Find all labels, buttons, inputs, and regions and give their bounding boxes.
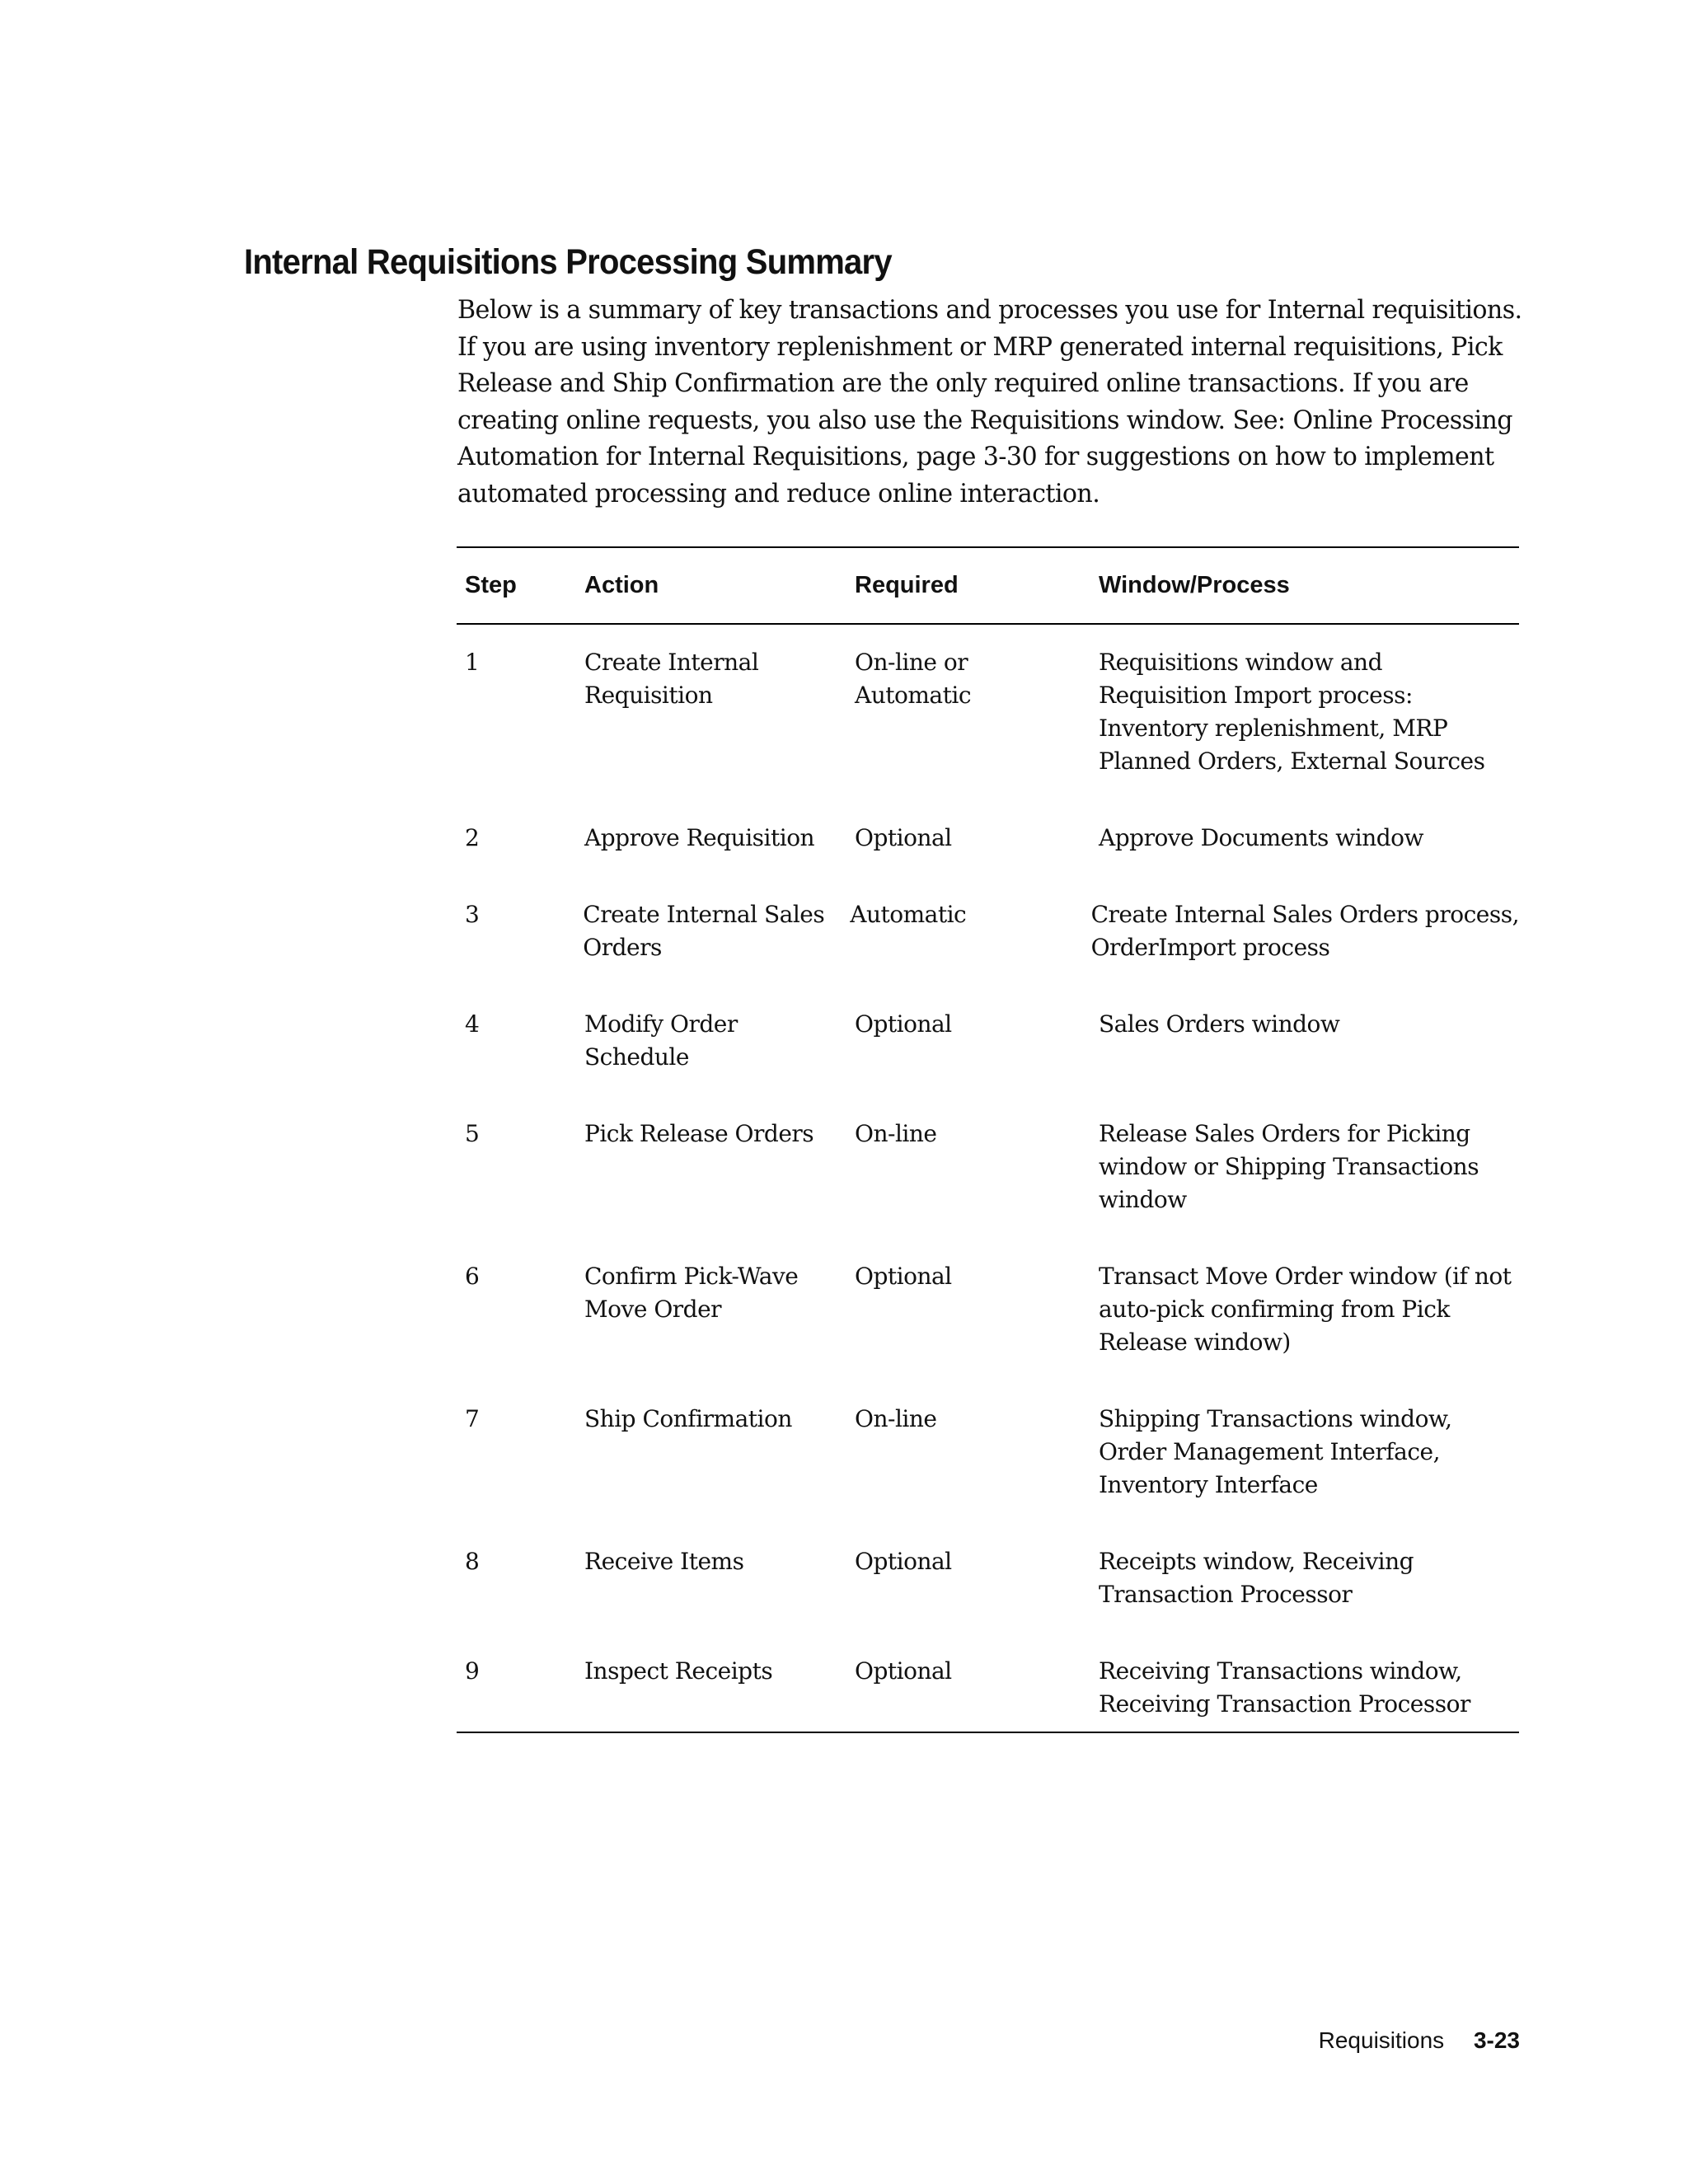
cell-window-process-line: Inventory replenishment, MRP [1099, 715, 1448, 742]
summary-table [457, 546, 1519, 1733]
cell-window-process-line: Receiving Transactions window, [1099, 1657, 1462, 1685]
cell-action-line: Inspect Receipts [584, 1657, 773, 1685]
cell-required-line: Optional [855, 1263, 952, 1290]
cell-action [576, 1008, 846, 1074]
section-heading: Internal Requisitions Processing Summary [244, 242, 892, 282]
cell-window-process-line: Transaction Processor [1099, 1581, 1353, 1608]
cell-step: 8 [465, 1548, 480, 1575]
table-row [457, 1260, 1519, 1359]
cell-required [846, 646, 1090, 712]
cell-window-process-line: window [1099, 1186, 1187, 1213]
cell-required-line: On-line [855, 1120, 937, 1147]
intro-line: Release and Ship Confirmation are the only required online transactions. If you are [457, 368, 1469, 399]
cell-action [576, 646, 846, 712]
cell-required [846, 822, 1090, 855]
cell-window-process-line: Release window) [1099, 1329, 1291, 1356]
cell-window-process-line: Inventory Interface [1099, 1471, 1318, 1498]
cell-action-line: Schedule [584, 1043, 689, 1071]
cell-window-process-line: window or Shipping Transactions [1099, 1153, 1479, 1180]
table-row [457, 898, 1519, 964]
cell-action-line: Create Internal [584, 649, 759, 676]
cell-required-line: On-line or [855, 649, 968, 676]
cell-window-process-line: Shipping Transactions window, [1099, 1405, 1452, 1432]
cell-window-process-line: Receiving Transaction Processor [1099, 1690, 1470, 1718]
table-row [457, 822, 1519, 855]
cell-step: 7 [465, 1405, 480, 1432]
table-row [457, 1545, 1519, 1611]
cell-required [846, 1260, 1090, 1293]
cell-action [576, 1545, 846, 1578]
cell-action-line: Approve Requisition [584, 824, 815, 851]
intro-line: Automation for Internal Requisitions, page 3-30 for suggestions on how to implement [457, 442, 1494, 472]
table-row [457, 1655, 1519, 1721]
cell-required [846, 1545, 1090, 1578]
cell-window-process-line: OrderImport process [1090, 934, 1330, 961]
table-header-row [457, 548, 1519, 625]
cell-window-process-line: Sales Orders window [1099, 1010, 1340, 1038]
intro-line: creating online requests, you also use the Requisitions window. See: Online Processing [457, 405, 1512, 435]
header-window-process: Window/Process [1099, 572, 1290, 598]
cell-window-process [1083, 898, 1519, 964]
cell-required [846, 1403, 1090, 1436]
cell-action [576, 1260, 846, 1326]
cell-action-line: Modify Order [584, 1010, 738, 1038]
cell-window-process [1090, 1008, 1519, 1041]
cell-required-line: Optional [855, 1657, 952, 1685]
cell-action-line: Receive Items [584, 1548, 744, 1575]
cell-window-process [1090, 1403, 1519, 1502]
cell-required-line: Automatic [855, 682, 971, 709]
intro-paragraph [457, 292, 1522, 513]
cell-window-process [1090, 822, 1519, 855]
cell-action [576, 822, 846, 855]
page-footer [1319, 2024, 1520, 2057]
cell-window-process-line: Order Management Interface, [1099, 1438, 1441, 1465]
cell-action-line: Create Internal Sales [583, 901, 825, 928]
cell-window-process-line: Requisition Import process: [1099, 682, 1413, 709]
cell-step: 1 [465, 649, 480, 676]
cell-step: 6 [465, 1263, 480, 1290]
cell-required [846, 1655, 1090, 1688]
cell-window-process-line: Release Sales Orders for Picking [1099, 1120, 1470, 1147]
footer-chapter: Requisitions [1318, 2027, 1445, 2053]
cell-action-line: Pick Release Orders [584, 1120, 814, 1147]
table-row [457, 1118, 1519, 1216]
cell-action-line: Confirm Pick-Wave [584, 1263, 799, 1290]
header-step: Step [465, 572, 517, 598]
cell-action [576, 1403, 846, 1436]
cell-window-process [1090, 1655, 1519, 1721]
cell-required [842, 898, 1082, 931]
cell-required-line: On-line [855, 1405, 937, 1432]
cell-step: 3 [465, 901, 480, 928]
footer-page-number: 3-23 [1473, 2027, 1520, 2053]
cell-action-line: Orders [583, 934, 662, 961]
cell-step: 4 [465, 1010, 480, 1038]
header-action: Action [584, 572, 659, 598]
cell-required-line: Optional [855, 824, 952, 851]
intro-line: If you are using inventory replenishment or MRP generated internal requisitions, Pick [457, 331, 1503, 362]
cell-step: 5 [465, 1120, 480, 1147]
cell-step: 9 [465, 1657, 480, 1685]
table-row [457, 1403, 1519, 1502]
cell-window-process [1090, 1118, 1519, 1216]
intro-line: automated processing and reduce online interaction. [457, 478, 1100, 509]
cell-required-line: Automatic [850, 901, 967, 928]
cell-required-line: Optional [855, 1548, 952, 1575]
header-required: Required [855, 572, 959, 598]
cell-window-process-line: auto-pick confirming from Pick [1099, 1296, 1450, 1323]
table-body [457, 625, 1519, 1732]
cell-window-process [1090, 1260, 1519, 1359]
cell-action [576, 1655, 846, 1688]
cell-window-process-line: Create Internal Sales Orders process, [1090, 901, 1519, 928]
cell-window-process [1090, 1545, 1519, 1611]
cell-window-process-line: Requisitions window and [1099, 649, 1383, 676]
cell-window-process-line: Approve Documents window [1099, 824, 1423, 851]
cell-action [574, 898, 842, 964]
cell-window-process-line: Receipts window, Receiving [1099, 1548, 1414, 1575]
cell-required-line: Optional [855, 1010, 952, 1038]
cell-window-process-line: Transact Move Order window (if not [1099, 1263, 1512, 1290]
cell-action-line: Requisition [584, 682, 713, 709]
table-row [457, 1008, 1519, 1074]
cell-action [576, 1118, 846, 1151]
cell-action-line: Ship Confirmation [584, 1405, 792, 1432]
intro-line: Below is a summary of key transactions and processes you use for Internal requisitions. [457, 295, 1522, 325]
cell-window-process [1090, 646, 1519, 778]
cell-step: 2 [465, 824, 480, 851]
cell-required [846, 1008, 1090, 1041]
cell-window-process-line: Planned Orders, External Sources [1099, 748, 1485, 775]
cell-action-line: Move Order [584, 1296, 722, 1323]
cell-required [846, 1118, 1090, 1151]
table-row [457, 646, 1519, 778]
